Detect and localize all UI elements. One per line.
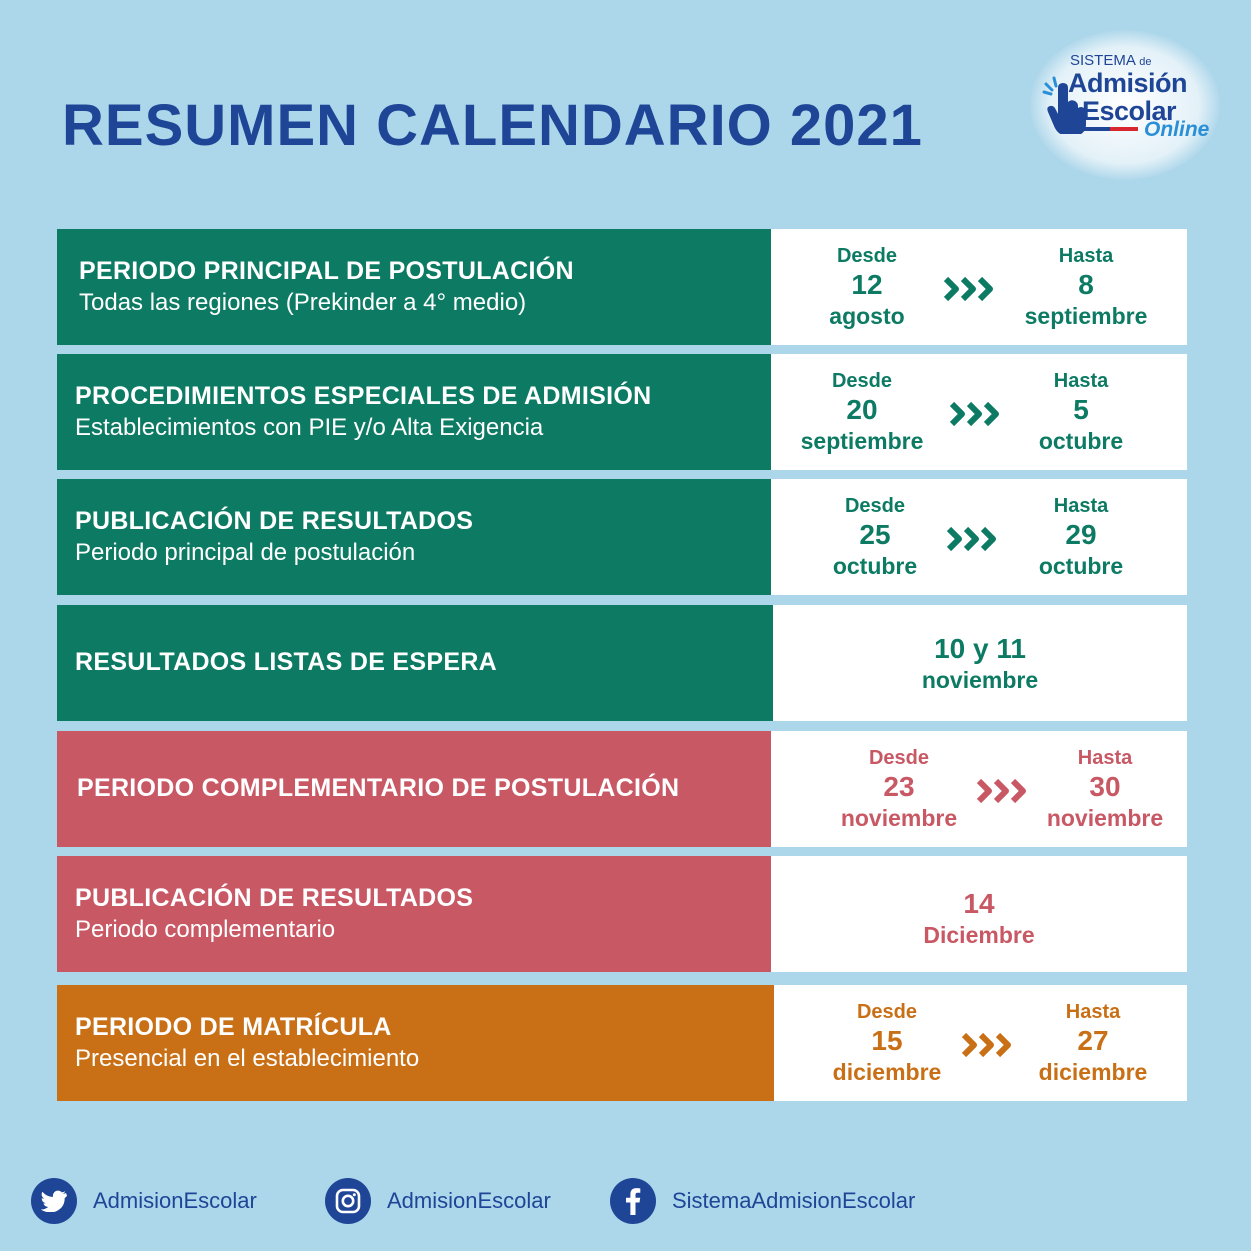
logo-online: Online — [1144, 118, 1210, 141]
date-to — [1001, 229, 1171, 345]
row-heading: PUBLICACIÓN DE RESULTADOS — [75, 883, 474, 912]
admision-escolar-logo — [1030, 30, 1220, 180]
date-month: noviembre — [921, 667, 1039, 693]
to-month: septiembre — [1024, 303, 1148, 329]
date-to — [996, 354, 1166, 470]
row-title-panel — [57, 985, 774, 1101]
from-day: 23 — [883, 771, 915, 802]
calendar-row — [57, 856, 1187, 972]
to-day: 8 — [1078, 269, 1094, 300]
row-dates-panel — [771, 731, 1187, 847]
row-subheading: Todas las regiones (Prekinder a 4° medio) — [79, 289, 527, 317]
date-from — [802, 985, 972, 1101]
date-from — [777, 354, 947, 470]
triple-chevron-icon — [944, 519, 1004, 559]
date-from — [790, 479, 960, 595]
to-label: Hasta — [1058, 245, 1114, 267]
date-day: 10 y 11 — [934, 633, 1026, 664]
social-instagram[interactable] — [325, 1176, 551, 1226]
date-to — [1020, 731, 1190, 847]
to-month: diciembre — [1038, 1059, 1148, 1085]
calendar-row — [57, 354, 1187, 470]
instagram-icon — [325, 1178, 371, 1224]
to-label: Hasta — [1065, 1001, 1121, 1023]
from-label: Desde — [831, 370, 893, 392]
from-label: Desde — [868, 747, 930, 769]
row-heading: PERIODO COMPLEMENTARIO DE POSTULACIÓN — [77, 774, 680, 803]
date-month: Diciembre — [923, 922, 1035, 948]
row-dates-panel — [771, 479, 1187, 595]
to-label: Hasta — [1053, 495, 1109, 517]
to-day: 5 — [1073, 394, 1089, 425]
row-title-panel — [57, 731, 771, 847]
from-month: diciembre — [832, 1059, 942, 1085]
row-heading: PERIODO DE MATRÍCULA — [75, 1012, 392, 1041]
from-day: 12 — [851, 269, 883, 300]
from-day: 20 — [846, 394, 878, 425]
from-month: octubre — [832, 553, 918, 579]
row-title-panel — [57, 354, 771, 470]
date-from — [782, 229, 952, 345]
social-twitter[interactable] — [31, 1176, 257, 1226]
row-subheading: Presencial en el establecimiento — [75, 1045, 420, 1073]
from-day: 25 — [859, 519, 891, 550]
row-title-panel — [57, 605, 773, 721]
calendar-row — [57, 731, 1187, 847]
to-day: 27 — [1077, 1025, 1109, 1056]
date-from — [814, 731, 984, 847]
logo-escolar: Escolar — [1082, 96, 1177, 126]
row-heading: PERIODO PRINCIPAL DE POSTULACIÓN — [79, 256, 574, 285]
row-heading: PROCEDIMIENTOS ESPECIALES DE ADMISIÓN — [75, 381, 652, 410]
row-heading: PUBLICACIÓN DE RESULTADOS — [75, 506, 474, 535]
facebook-icon — [610, 1178, 656, 1224]
from-month: agosto — [829, 303, 905, 329]
logo-de: de — [1139, 56, 1152, 68]
row-dates-panel — [771, 229, 1187, 345]
row-title-panel — [57, 856, 771, 972]
single-date — [773, 633, 1187, 694]
logo-admision: Admisión — [1068, 68, 1188, 98]
to-month: octubre — [1038, 428, 1124, 454]
to-month: noviembre — [1046, 805, 1164, 831]
twitter-icon — [31, 1178, 77, 1224]
triple-chevron-icon — [941, 269, 1001, 309]
row-title-panel — [57, 479, 771, 595]
row-subheading: Periodo principal de postulación — [75, 539, 416, 567]
row-subheading: Establecimientos con PIE y/o Alta Exigencia — [75, 414, 544, 442]
row-heading: RESULTADOS LISTAS DE ESPERA — [75, 648, 498, 677]
from-month: noviembre — [840, 805, 958, 831]
date-to — [996, 479, 1166, 595]
twitter-handle: AdmisionEscolar — [93, 1188, 257, 1213]
to-label: Hasta — [1053, 370, 1109, 392]
page-title: RESUMEN CALENDARIO 2021 — [62, 93, 923, 158]
date-day: 14 — [963, 888, 995, 919]
to-day: 30 — [1089, 771, 1121, 802]
calendar-row — [57, 229, 1187, 345]
to-month: octubre — [1038, 553, 1124, 579]
from-label: Desde — [836, 245, 898, 267]
facebook-handle: SistemaAdmisionEscolar — [672, 1188, 916, 1213]
calendar-row — [57, 479, 1187, 595]
date-to — [1008, 985, 1178, 1101]
calendar-row — [57, 605, 1187, 721]
to-label: Hasta — [1077, 747, 1133, 769]
row-dates-panel — [771, 354, 1187, 470]
row-dates-panel — [773, 605, 1187, 721]
row-dates-panel — [774, 985, 1187, 1101]
from-label: Desde — [856, 1001, 918, 1023]
to-day: 29 — [1065, 519, 1097, 550]
row-dates-panel — [771, 856, 1187, 972]
row-subheading: Periodo complementario — [75, 916, 336, 944]
instagram-handle: AdmisionEscolar — [387, 1188, 551, 1213]
from-day: 15 — [871, 1025, 903, 1056]
from-month: septiembre — [800, 428, 924, 454]
social-facebook[interactable] — [610, 1176, 915, 1226]
logo-sistema: SISTEMA — [1070, 52, 1136, 69]
calendar-row — [57, 985, 1187, 1101]
row-title-panel — [57, 229, 771, 345]
logo-flag-bar — [1082, 127, 1138, 131]
from-label: Desde — [844, 495, 906, 517]
single-date — [771, 888, 1187, 949]
